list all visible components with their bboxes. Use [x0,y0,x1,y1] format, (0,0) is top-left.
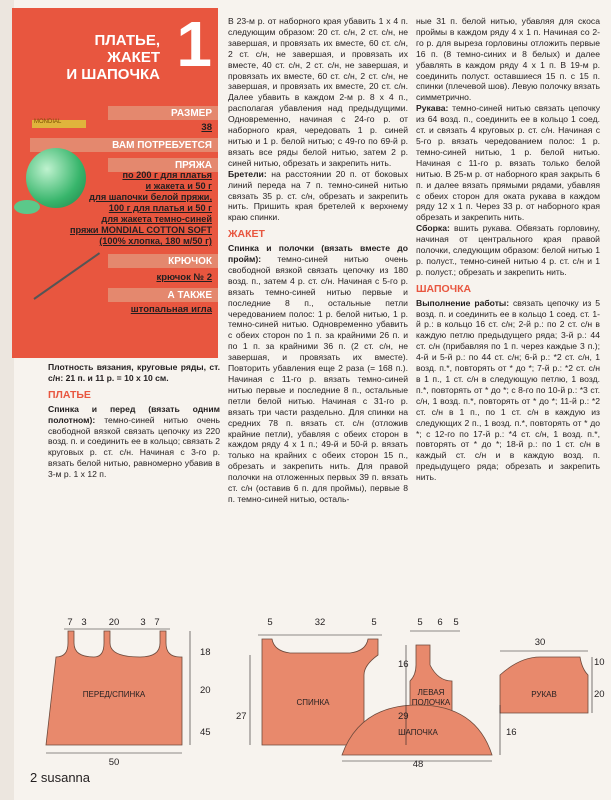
crochet-hook-image [33,252,100,300]
dress-label: ПЕРЕД/СПИНКА [82,690,146,699]
dim-label: 6 [437,617,443,628]
front-label: ЛЕВАЯ [417,688,445,697]
body-text: ные 31 п. белой нитью, убавляя для скоса проймы в каждом ряду 4 х 1 п. Начиная со 2-го р. для выреза горловины отложить первые 16 п. (8 темно-синих и 8 белых) и далее убавлять в каждом ряду 4 х 1 п. В 19-м р. соединить полуст. оставшиеся 15 п. с 15 п. спинки (плечевой шов). Левую полочку вязать симметрично. [416,16,600,103]
subheading: Бретели: [228,168,267,179]
dim-label: 3 [81,617,87,628]
dim-label: 20 [200,685,211,696]
section-heading-dress: ПЛАТЬЕ [48,388,91,401]
yarn-description [70,170,212,247]
dim-label: 5 [371,617,377,628]
dress-shape [46,631,182,745]
dim-label: 5 [453,617,459,628]
dim-label: 27 [236,711,247,722]
yarn-line: для шапочки белой пряжи, [89,192,212,202]
text-column-2 [228,16,408,505]
section-heading-hat: ШАПОЧКА [416,282,472,295]
yarn-line: по 200 г для платья [122,170,212,180]
yarn-line: 100 г для платья и 50 г [108,203,212,213]
hat-label: ШАПОЧКА [398,728,438,737]
dim-label: 7 [154,617,160,628]
size-label: РАЗМЕР [171,108,212,119]
dim-label: 5 [267,617,273,628]
body-text: темно-синей нитью очень свободной вязкой связать цепочку из 220 возд. п. и соединить ее в кольцо; связать 2 круговых р. ст. с/н. Начиная с 3-го р. вязать белой нитью, равномерно убавив в 3-м р. 1 х 12 п. [48,414,220,480]
subheading: Рукава: [416,103,449,114]
dim-label: 32 [314,617,326,628]
body-text: темно-синей нитью связать цепочку из 64 возд. п., соединить ее в кольцо 1 соед. ст. и связать 4 круговых р. ст. с/н. Начиная с 5-го р. вязать чередованием полос: 1 р. темно-синей нитью, 1 р. белой нитью. Начиная с 11-го р. вязать только белой нитью. В 25-м р. от наборного края закрыть 6 п. и далее вязать прямыми рядами, убавляя с обеих сторон для оката рукава в каждом ряду 12 х 1 п. Через 33 р. от наборного края обрезать и закрепить нить. [416,103,600,223]
title-line: ПЛАТЬЕ, [94,32,160,49]
dim-label: 5 [417,617,423,628]
dim-label: 16 [398,659,409,670]
title-line: ЖАКЕТ [107,49,160,66]
tag-text: MONDIAL [34,119,62,125]
title-line: И ШАПОЧКА [66,66,160,83]
subheading: Выполнение работы: [416,297,510,308]
gauge-text: Плотность вязания, круговые ряды, ст. с/н: 21 п. и 11 р. = 10 х 10 см. [48,362,220,383]
yarn-label-tag [32,120,86,128]
body-text: на расстоянии 20 п. от боковых линий переда на 7 п. темно-синей нитью связать 35 р. ст. с/н, обрезать и закрепить нить. Пришить края бретелей к верхнему краю спинки. [228,168,408,223]
dim-label: 50 [108,757,120,768]
schematics [0,590,611,790]
back-label: СПИНКА [296,698,330,707]
text-column-3 [416,16,600,483]
magazine-brand: susanna [40,770,91,785]
dim-label: 16 [506,727,517,738]
page-number: 2 [30,770,38,785]
dim-label: 20 [594,689,605,700]
body-text: связать цепочку из 5 возд. п. и соединить ее в кольцо 1 соед. ст. 1-й р.: в кольцо 16 ст. с/н; 2-й р.: по 2 ст. с/н в каждую петлю предыдущего ряда; 3-й р.: 44 ст. с/н (прибавляя по 1 п. через каждые 3 п.); 4-й и 5-й р.: по 44 ст. с/н; 6-й р.: *2 ст. с/н, 1 возд. п.*, повторять от * до *; 7-й р.: *2 ст. с/н в 1 п., 1 ст. с/н в следующую петлю, 1 возд. п.*, повторять от * до *; с 8-го по 10-й р.: *3 ст. с/н, 1 возд. п.*, повторять от * до *; 11-й р.: *2 ст. с/н в 1 п., по 1 ст. с/н в каждую из следующих 2 п., 1 возд. п.*, повторять от * до *; с 12-го по 17-й р.: *4 ст. с/н, 1 возд. п.*, повторять от * до *; 18-й р.: по 1 ст. с/н в каждый ст. с/н и в каждую возд. п. предыдущего ряда; обрезать и закрепить нить. [416,297,601,483]
subheading: Спинка и перед (вязать одним полотном): [48,403,220,425]
dim-label: 18 [200,647,211,658]
dim-label: 45 [200,727,211,738]
pattern-title [20,32,160,83]
section-heading-jacket: ЖАКЕТ [228,228,265,241]
dim-label: 20 [108,617,120,628]
yarn-label: ПРЯЖА [174,160,212,171]
info-panel [12,8,218,358]
body-text: вшить рукава. Обвязать горловину, начиная от центрального края правой полочки, следующим образом: белой нитью 1 р. полуст., темно-синей нитью 4 р. ст. с/н и 1 р. полуст.; обрезать и закрепить нить. [416,223,600,277]
front-label: ПОЛОЧКА [411,698,451,707]
subheading: Сборка: [416,223,450,234]
hook-label: КРЮЧОК [168,256,212,267]
yarn-line: для жакета темно-синей [101,214,212,224]
size-value: 38 [201,122,212,133]
yarn-ball-image [14,200,40,214]
sleeve-label: РУКАВ [531,690,557,699]
body-text: темно-синей нитью очень свободной вязкой связать цепочку из 180 возд. п., затем 4 р. ст. с/н. Начиная с 5-го р. вязать темно-синей нитью первые и последние 8 п., остальные петли чередованием полос: 1 р. белой нитью, 1 р. темно-синей нитью. Одновременно убавить с обеих сторон по 1 п. за крайними 26 п. и по 1 п. за крайними 36 п. (2 ст. с/н, не завершая, и провязать их вместе). Повторить убавления еще 2 раза (= 168 п.). Начиная с 11-го р. вязать темно-синей нитью первые и последние 8 п., остальные петли белой нитью. Начиная с 31-го р. вязать три части раздельно. Для спинки на средних 78 п. вязать ст. с/н (отложив крайние петли), убавляя с обеих сторон в каждом ряду 4 х 1 п.; 49-й и 50-й р. вязать только на крайних с обеих сторон 15 п., обрезать и закрепить нить. Для правой полочки на отложенных первых 39 п. вязать ст. с/н (оставив 6 п. для проймы), первые 8 п. темно-синей нитью, осталь- [228,254,408,504]
dim-label: 30 [534,637,546,648]
body-text: В 23-м р. от наборного края убавить 1 х 4 п. следующим образом: 20 ст. с/н, 2 ст. с/н, не завершая, и провязать их вместе, 60 ст. с/н, 2 ст. с/н, не завершая, и провязать их вместе, 40 ст. с/н, 2 ст. с/н, не завершая, и провязать их вместе, 60 ст. с/н, 2 ст. с/н, не завершая, и провязать их вместе, 20 ст. с/н. Далее убавить в каждом 2-м р. 8 х 4 п., располагая убавления над предыдущими. Одновременно, начиная с 24-го р. от наборного края, чередовать 1 р. синей нитью и 1 р. белой нитью; с 49-го по 69-й р. вязать все ряды белой нитью, затем 2 р. синей нитью, обрезать и закрепить нить. [228,16,408,168]
also-label: А ТАКЖЕ [167,290,212,301]
sleeve-shape [500,657,588,713]
page-footer [30,770,90,785]
hook-value: крючок № 2 [156,272,212,283]
yarn-line: и жакета и 50 г [145,181,212,191]
dim-label: 48 [412,759,424,770]
dim-label: 29 [398,711,409,722]
yarn-line: (100% хлопка, 180 м/50 г) [99,236,212,246]
subheading: Спинка и полочки (вязать вместе до пройм): [228,243,408,265]
dim-label: 7 [67,617,73,628]
need-label: ВАМ ПОТРЕБУЕТСЯ [112,140,212,151]
dim-label: 3 [140,617,146,628]
yarn-line: пряжи MONDIAL COTTON SOFT [69,225,212,235]
pattern-number: 1 [176,8,212,80]
also-value: штопальная игла [130,304,212,315]
dim-label: 10 [594,657,605,668]
text-column-1 [48,362,220,480]
